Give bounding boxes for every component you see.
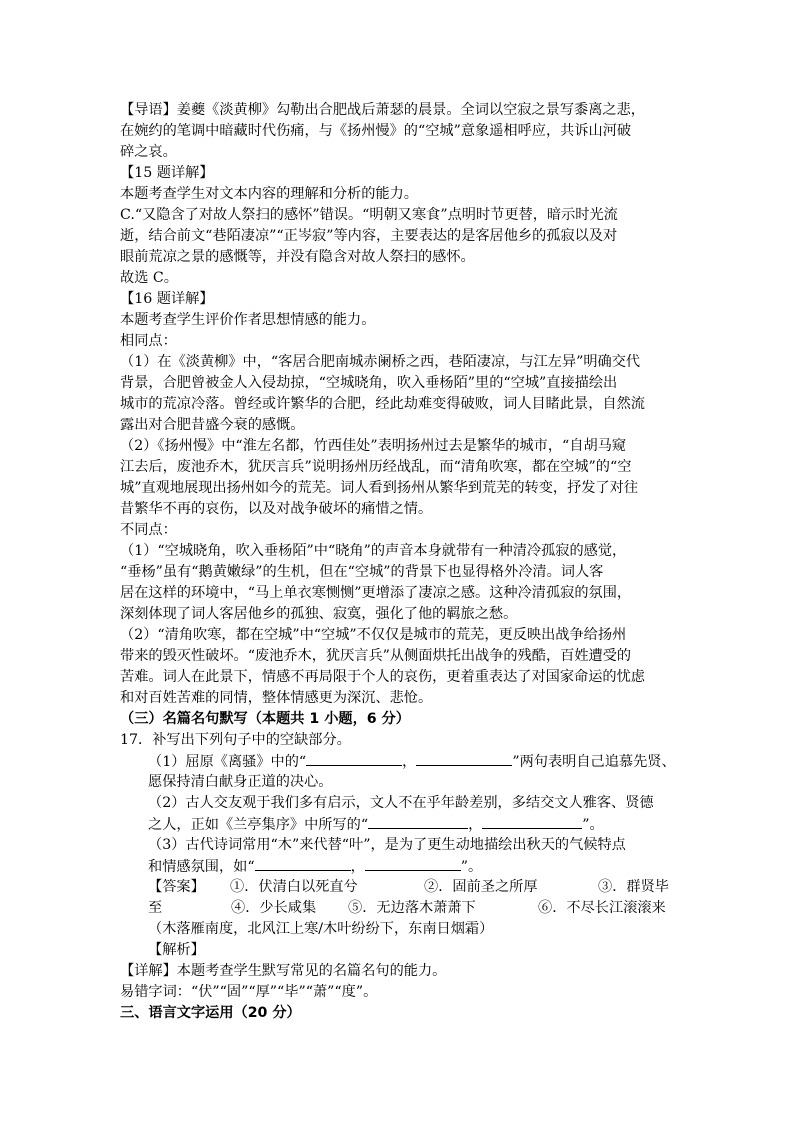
intro-line-3: 碎之哀。: [120, 144, 177, 160]
answer-label: 【答案】: [148, 879, 205, 895]
answer-6: ⑥．不尽长江滚滚来: [538, 900, 666, 916]
similarity-1-line-1: （1）在《淡黄柳》中，“客居合肥南城赤阑桥之西，巷陌凄凉，与江左异”明确交代: [120, 354, 641, 370]
q15-conclusion: 故选 C。: [120, 270, 178, 286]
q17-item-1-text-c: ”两句表明自己追慕先贤、: [512, 754, 676, 770]
error-words-line: 易错字词：“伏”“固”“厚”“毕”“萧”“度”。: [120, 984, 378, 1000]
q17-blank-4: [482, 814, 582, 829]
q15-intro: 本题考查学生对文本内容的理解和分析的能力。: [120, 186, 418, 202]
answer-4: ④．少长咸集: [231, 900, 317, 916]
detail-line: 【详解】本题考查学生默写常见的名篇名句的能力。: [120, 963, 447, 979]
answer-3: ③．群贤毕: [598, 879, 669, 895]
section-recitation-heading: （三）名篇名句默写（本题共 1 小题，6 分）: [120, 711, 410, 727]
q17-item-3: （3）古代诗词常用“木”来代替“叶”，是为了更生动地描绘出秋天的气候特点: [148, 837, 626, 853]
q17-blank-6: [365, 856, 461, 871]
q17-item-3-cont: [148, 856, 482, 877]
difference-label: 不同点：: [120, 522, 177, 538]
q17-item-3-text-d: ”。: [460, 859, 483, 875]
similarity-2-line-4: 昔繁华不再的哀伤，以及对战争破坏的痛惜之情。: [120, 501, 433, 517]
answer-3-cont: 至: [148, 900, 163, 916]
q17-item-1: [148, 751, 676, 772]
q17-item-1-sep: ，: [402, 754, 417, 770]
similarity-2-line-3: 城”直观地展现出扬州如今的荒芜。词人看到扬州从繁华到荒芜的转变，抒发了对往: [120, 480, 639, 496]
q16-heading: 【16 题详解】: [120, 291, 214, 307]
similarity-1-line-2: 背景，合肥曾被金人入侵劫掠，“空城晓角，吹入垂杨陌”里的“空城”直接描绘出: [120, 375, 618, 391]
similarity-1-line-4: 露出对合肥昔盛今衰的感慨。: [120, 417, 305, 433]
answer-5: ⑤．无边落木萧萧下: [348, 900, 476, 916]
q17-blank-5: [255, 856, 351, 871]
q17-item-2-sep: ，: [468, 817, 483, 833]
q17-item-1-cont: 愿保持清白献身正道的决心。: [148, 774, 333, 790]
difference-1-line-3: 居在这样的环境中，“马上单衣寒恻恻”更增添了凄凉之感。这种冷清孤寂的氛围，: [120, 585, 632, 601]
q17-prompt: 17．补写出下列句子中的空缺部分。: [120, 732, 351, 748]
q17-blank-2: [416, 751, 512, 766]
intro-line-2: 在婉约的笔调中暗藏时代伤痛，与《扬州慢》的“空城”意象遥相呼应，共诉山河破: [120, 123, 632, 139]
difference-2-line-4: 和对百姓苦难的同情，整体情感更为深沉、悲怆。: [120, 690, 433, 706]
difference-1-line-4: 深刻体现了词人客居他乡的孤独、寂寞，强化了他的羁旅之愁。: [120, 606, 518, 622]
difference-2-line-1: （2）“清角吹寒，都在空城”中“空城”不仅仅是城市的荒芜，更反映出战争给扬州: [120, 627, 627, 643]
section-language-heading: 三、语言文字运用（20 分）: [120, 1005, 301, 1021]
difference-2-line-2: 带来的毁灭性破坏。“废池乔木，犹厌言兵”从侧面烘托出战争的残酷，百姓遭受的: [120, 648, 632, 664]
difference-2-line-3: 苦难。词人在此景下，情感不再局限于个人的哀伤，更着重表达了对国家命运的忧虑: [120, 669, 645, 685]
similarity-2-line-2: 江去后，废池乔木，犹厌言兵”说明扬州历经战乱，而“清角吹寒，都在空城”的“空: [120, 459, 632, 475]
difference-1-line-2: “垂杨”虽有“鹅黄嫩绿”的生机，但在“空城”的背景下也显得格外冷清。词人客: [120, 564, 604, 580]
answer-1: ①．伏清白以死直兮: [230, 879, 358, 895]
similarity-label: 相同点：: [120, 333, 177, 349]
q17-item-2-cont: [148, 814, 604, 835]
q16-intro: 本题考查学生评价作者思想情感的能力。: [120, 312, 376, 328]
answer-2: ②．固前圣之所厚: [424, 879, 538, 895]
q17-item-3-sep: ，: [350, 859, 365, 875]
q17-item-1-text-a: （1）屈原《离骚》中的“: [148, 754, 307, 770]
q15-detail-line-2: 逝，结合前文“巷陌凄凉”“正岑寂”等内容，主要表达的是客居他乡的孤寂以及对: [120, 228, 618, 244]
q15-detail-line-3: 眼前荒凉之景的感慨等，并没有隐含对故人祭扫的感怀。: [120, 249, 475, 265]
q15-detail-line-1: C.“又隐含了对故人祭扫的感怀”错误。“明朝又寒食”点明时节更替，暗示时光流: [120, 207, 618, 223]
q17-item-2-text-b: 之人，正如《兰亭集序》中所写的“: [148, 817, 369, 833]
answer-7: （木落雁南度，北风江上寒/木叶纷纷下，东南日烟霜）: [148, 921, 494, 937]
analysis-label: 【解析】: [148, 942, 205, 958]
intro-line-1: 【导语】姜夔《淡黄柳》勾勒出合肥战后萧瑟的晨景。全词以空寂之景写黍离之悲，: [120, 102, 645, 118]
q17-item-2: （2）古人交友观于我们多有启示，文人不在乎年龄差别，多结交文人雅客、贤德: [148, 795, 654, 811]
similarity-2-line-1: （2）《扬州慢》中“淮左名都，竹西佳处”表明扬州过去是繁华的城市，“自胡马窥: [120, 438, 627, 454]
similarity-1-line-3: 城市的荒凉冷落。曾经或许繁华的合肥，经此劫难变得破败，词人目睹此景，自然流: [120, 396, 645, 412]
difference-1-line-1: （1）“空城晓角，吹入垂杨陌”中“晓角”的声音本身就带有一种清冷孤寂的感觉，: [120, 543, 627, 559]
q17-item-3-text-b: 和情感氛围，如“: [148, 859, 255, 875]
q17-blank-1: [306, 751, 402, 766]
q17-item-2-text-d: ”。: [582, 817, 604, 833]
q15-heading: 【15 题详解】: [120, 165, 214, 181]
q17-blank-3: [368, 814, 468, 829]
